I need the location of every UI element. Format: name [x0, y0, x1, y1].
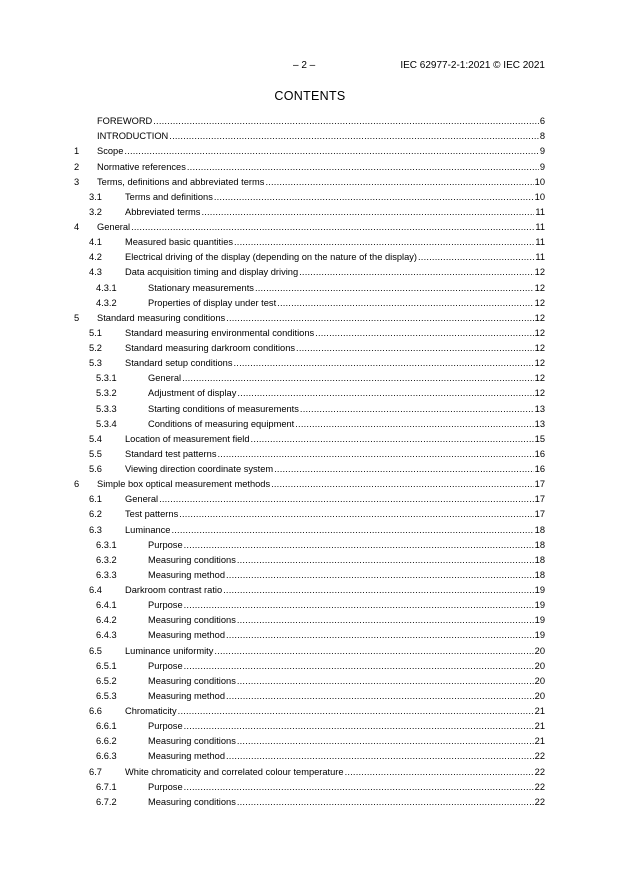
toc-leader-dots — [237, 797, 534, 808]
toc-entry-title: Starting conditions of measurements — [148, 403, 299, 414]
toc-entry-number: 6.6.1 — [96, 721, 117, 732]
toc-entry-number: 6.5.1 — [96, 660, 117, 671]
toc-entry-number: 5.1 — [89, 327, 102, 338]
toc-entry-page: 18 — [534, 569, 545, 580]
document-id: IEC 62977-2-1:2021 © IEC 2021 — [400, 60, 545, 71]
toc-entry[interactable] — [74, 717, 545, 732]
toc-entry-number: 6.6.2 — [96, 736, 117, 747]
toc-entry-number: 5.5 — [89, 448, 102, 459]
toc-entry-page: 10 — [534, 176, 545, 187]
toc-entry-number: 6.3 — [89, 524, 102, 535]
toc-entry[interactable] — [74, 490, 545, 505]
toc-entry-number: 5 — [74, 312, 80, 323]
toc-entry-page: 22 — [534, 751, 545, 762]
toc-entry[interactable] — [74, 127, 545, 142]
toc-leader-dots — [223, 585, 534, 596]
toc-entry-number: 6 — [74, 479, 80, 490]
toc-leader-dots — [299, 267, 534, 278]
toc-leader-dots — [418, 252, 534, 263]
toc-entry-page: 11 — [535, 222, 545, 232]
toc-entry-title: Measuring conditions — [148, 615, 236, 626]
toc-leader-dots — [226, 313, 533, 324]
toc-entry[interactable] — [74, 596, 545, 611]
toc-entry-number: 6.7.2 — [96, 796, 117, 807]
toc-entry-page: 18 — [534, 524, 545, 535]
toc-entry-title: Measuring conditions — [148, 736, 236, 747]
toc-entry-title: Measuring method — [148, 630, 225, 641]
toc-leader-dots — [184, 661, 534, 672]
toc-entry[interactable] — [74, 415, 545, 430]
toc-entry-title: Simple box optical measurement methods — [97, 479, 271, 490]
toc-entry-number: 3.2 — [89, 206, 102, 217]
toc-entry-title: Stationary measurements — [148, 282, 254, 293]
toc-leader-dots — [214, 192, 534, 203]
toc-leader-dots — [234, 358, 534, 369]
toc-leader-dots — [171, 525, 533, 536]
toc-leader-dots — [184, 721, 534, 732]
toc-entry-title: Chromaticity — [125, 706, 177, 716]
toc-leader-dots — [214, 646, 533, 657]
toc-entry[interactable] — [74, 475, 545, 490]
toc-entry-title: General — [148, 373, 182, 384]
toc-entry-number: 4.3.1 — [96, 282, 117, 293]
toc-entry-page: 21 — [534, 736, 545, 747]
toc-entry-title: Test patterns — [125, 509, 179, 520]
toc-entry[interactable] — [74, 173, 545, 188]
toc-entry-title: Measuring conditions — [148, 796, 236, 807]
toc-entry-page: 18 — [534, 539, 545, 550]
toc-entry-number: 6.3.3 — [96, 569, 117, 580]
toc-entry-number: 6.5 — [89, 645, 102, 656]
toc-entry-page: 19 — [534, 600, 545, 611]
toc-leader-dots — [237, 388, 533, 399]
toc-leader-dots — [296, 343, 534, 354]
toc-entry-number: 6.4.2 — [96, 615, 117, 626]
toc-entry[interactable] — [74, 732, 545, 747]
toc-entry-page: 19 — [534, 585, 545, 595]
toc-leader-dots — [255, 283, 534, 294]
toc-entry-number: 6.6 — [89, 706, 102, 716]
toc-entry-title: Measuring conditions — [148, 675, 236, 686]
toc-leader-dots — [201, 207, 534, 218]
toc-entry-title: Scope — [97, 146, 124, 157]
toc-leader-dots — [217, 449, 533, 460]
toc-entry[interactable] — [74, 626, 545, 641]
toc-leader-dots — [169, 131, 539, 142]
toc-entry-title: Purpose — [148, 721, 183, 732]
toc-leader-dots — [226, 570, 534, 581]
toc-entry-number: 6.5.3 — [96, 690, 117, 701]
toc-entry[interactable] — [74, 188, 545, 203]
toc-entry-title: General — [125, 494, 159, 505]
toc-leader-dots — [226, 751, 534, 762]
toc-entry[interactable] — [74, 142, 545, 157]
toc-entry-page: 10 — [534, 191, 545, 202]
toc-entry[interactable] — [74, 354, 545, 369]
toc-entry[interactable] — [74, 278, 545, 293]
toc-entry[interactable] — [74, 657, 545, 672]
toc-entry-title: Standard measuring darkroom conditions — [125, 343, 296, 353]
toc-entry[interactable] — [74, 566, 545, 581]
toc-entry-title: Terms and definitions — [125, 191, 213, 202]
toc-entry[interactable] — [74, 157, 545, 172]
toc-entry-number: 6.3.2 — [96, 554, 117, 565]
toc-entry-number: 6.3.1 — [96, 539, 117, 550]
toc-leader-dots — [131, 222, 534, 233]
toc-entry-title: Measuring conditions — [148, 554, 236, 565]
toc-entry-number: 4 — [74, 222, 80, 232]
toc-entry-title: Properties of display under test — [148, 297, 277, 308]
toc-entry-title: INTRODUCTION — [97, 131, 169, 142]
toc-entry-page: 20 — [534, 690, 545, 701]
toc-entry-page: 8 — [539, 131, 545, 142]
toc-entry[interactable] — [74, 641, 545, 656]
toc-entry[interactable] — [74, 520, 545, 535]
toc-entry[interactable] — [74, 339, 545, 354]
toc-entry[interactable] — [74, 294, 545, 309]
toc-entry[interactable] — [74, 218, 545, 233]
toc-leader-dots — [226, 630, 534, 641]
toc-entry-number: 5.3.1 — [96, 373, 117, 384]
toc-entry[interactable] — [74, 309, 545, 324]
toc-entry-page: 13 — [534, 418, 545, 429]
toc-entry-number: 6.7 — [89, 766, 102, 777]
toc-entry-page: 15 — [534, 433, 545, 444]
toc-leader-dots — [124, 146, 538, 157]
toc-entry-number: 3.1 — [89, 191, 102, 202]
toc-entry-page: 9 — [539, 146, 545, 157]
toc-entry[interactable] — [74, 248, 545, 263]
toc-entry[interactable] — [74, 430, 545, 445]
toc-entry-number: 5.2 — [89, 343, 102, 353]
toc-entry-number: 6.7.1 — [96, 781, 117, 792]
toc-entry-page: 22 — [534, 796, 545, 807]
toc-leader-dots — [345, 767, 534, 778]
toc-entry-page: 21 — [534, 706, 545, 716]
toc-entry[interactable] — [74, 778, 545, 793]
toc-entry-page: 12 — [534, 297, 545, 308]
toc-entry[interactable] — [74, 536, 545, 551]
toc-entry[interactable] — [74, 551, 545, 566]
toc-entry[interactable] — [74, 611, 545, 626]
toc-leader-dots — [300, 404, 534, 415]
toc-leader-dots — [237, 615, 534, 626]
toc-entry-page: 12 — [534, 388, 545, 399]
toc-entry[interactable] — [74, 581, 545, 596]
toc-entry-title: Viewing direction coordinate system — [125, 464, 274, 474]
toc-entry-number: 6.6.3 — [96, 751, 117, 762]
toc-entry-number: 6.1 — [89, 494, 102, 505]
toc-entry-title: White chromaticity and correlated colour temperature — [125, 766, 344, 777]
toc-entry-title: Purpose — [148, 600, 183, 611]
toc-entry-page: 12 — [534, 282, 545, 293]
toc-leader-dots — [159, 494, 534, 505]
toc-entry-page: 12 — [534, 327, 545, 338]
page-number: – 2 – — [293, 60, 316, 71]
toc-entry-title: Measured basic quantities — [125, 237, 234, 248]
toc-entry[interactable] — [74, 793, 545, 808]
toc-leader-dots — [277, 298, 533, 309]
toc-entry-page: 22 — [534, 781, 545, 792]
toc-entry-page: 16 — [534, 464, 545, 474]
toc-entry-title: Adjustment of display — [148, 388, 237, 399]
toc-entry-number: 5.3.4 — [96, 418, 117, 429]
toc-entry-page: 11 — [535, 237, 545, 248]
toc-entry-title: Standard test patterns — [125, 448, 217, 459]
toc-entry[interactable] — [74, 687, 545, 702]
toc-leader-dots — [315, 328, 534, 339]
toc-entry-page: 12 — [534, 373, 545, 384]
toc-entry-title: Abbreviated terms — [125, 206, 201, 217]
toc-leader-dots — [237, 555, 534, 566]
page-header — [0, 60, 620, 74]
toc-entry-page: 9 — [539, 161, 545, 172]
toc-leader-dots — [184, 600, 534, 611]
toc-entry-page: 21 — [534, 721, 545, 732]
toc-entry-page: 11 — [535, 252, 545, 263]
toc-entry-title: Purpose — [148, 539, 183, 550]
toc-leader-dots — [295, 419, 533, 430]
toc-entry-number: 5.3 — [89, 358, 102, 369]
toc-leader-dots — [265, 177, 533, 188]
toc-entry-number: 2 — [74, 161, 80, 172]
toc-entry-title: Conditions of measuring equipment — [148, 418, 295, 429]
toc-entry-number: 5.6 — [89, 464, 102, 474]
toc-entry-page: 22 — [534, 766, 545, 777]
toc-entry-title: Measuring method — [148, 569, 225, 580]
toc-entry-title: Standard setup conditions — [125, 358, 233, 369]
toc-entry-page: 17 — [534, 479, 545, 490]
toc-entry-page: 12 — [534, 358, 545, 369]
toc-entry[interactable] — [74, 203, 545, 218]
toc-entry-number: 1 — [74, 146, 80, 157]
toc-leader-dots — [251, 434, 534, 445]
toc-leader-dots — [237, 676, 534, 687]
toc-entry[interactable] — [74, 369, 545, 384]
toc-entry-page: 17 — [534, 494, 545, 505]
toc-entry[interactable] — [74, 460, 545, 475]
toc-entry-title: Luminance uniformity — [125, 645, 214, 656]
toc-entry-title: FOREWORD — [97, 116, 153, 127]
toc-leader-dots — [153, 116, 539, 127]
toc-entry-page: 12 — [534, 343, 545, 353]
toc-entry-number: 4.3 — [89, 267, 102, 278]
toc-entry-page: 20 — [534, 645, 545, 656]
toc-entry-page: 13 — [534, 403, 545, 414]
toc-entry-number: 6.4.3 — [96, 630, 117, 641]
toc-entry-title: Electrical driving of the display (depending on the nature of the display) — [125, 252, 417, 263]
toc-entry-number: 5.3.2 — [96, 388, 117, 399]
toc-entry-page: 20 — [534, 660, 545, 671]
toc-entry[interactable] — [74, 672, 545, 687]
toc-entry[interactable] — [74, 702, 545, 717]
contents-title: CONTENTS — [274, 89, 346, 103]
toc-entry-number: 4.1 — [89, 237, 102, 248]
toc-entry-number: 6.2 — [89, 509, 102, 520]
toc-entry-title: Luminance — [125, 524, 171, 535]
toc-entry-title: Data acquisition timing and display driving — [125, 267, 299, 278]
table-of-contents — [74, 112, 545, 808]
toc-entry-number: 3 — [74, 176, 80, 187]
toc-leader-dots — [271, 479, 534, 490]
toc-entry-title: Purpose — [148, 781, 183, 792]
toc-entry[interactable] — [74, 233, 545, 248]
toc-leader-dots — [179, 509, 533, 520]
toc-leader-dots — [237, 736, 534, 747]
toc-entry-title: Standard measuring conditions — [97, 312, 226, 323]
toc-entry-number: 4.3.2 — [96, 297, 117, 308]
toc-entry-title: Standard measuring environmental conditions — [125, 327, 315, 338]
toc-entry-number: 4.2 — [89, 252, 102, 263]
toc-entry-title: Terms, definitions and abbreviated terms — [97, 176, 265, 187]
toc-entry[interactable] — [74, 112, 545, 127]
toc-entry-number: 6.4 — [89, 585, 102, 595]
toc-entry-page: 16 — [534, 448, 545, 459]
toc-entry-title: Measuring method — [148, 690, 225, 701]
toc-entry-page: 6 — [539, 116, 545, 127]
toc-entry[interactable] — [74, 762, 545, 777]
toc-entry-page: 17 — [534, 509, 545, 520]
toc-entry[interactable] — [74, 384, 545, 399]
toc-entry[interactable] — [74, 505, 545, 520]
toc-entry-number: 6.4.1 — [96, 600, 117, 611]
toc-leader-dots — [182, 373, 534, 384]
toc-entry-title: Purpose — [148, 660, 183, 671]
toc-entry[interactable] — [74, 747, 545, 762]
toc-entry-number: 6.5.2 — [96, 675, 117, 686]
toc-entry-page: 11 — [535, 206, 545, 217]
toc-entry[interactable] — [74, 263, 545, 278]
toc-entry-title: Normative references — [97, 161, 186, 172]
toc-leader-dots — [184, 540, 534, 551]
toc-entry-page: 20 — [534, 675, 545, 686]
toc-entry-number: 5.4 — [89, 433, 102, 444]
toc-entry-title: Darkroom contrast ratio — [125, 585, 223, 595]
toc-leader-dots — [184, 782, 534, 793]
toc-entry-title: Location of measurement field — [125, 433, 250, 444]
toc-leader-dots — [226, 691, 534, 702]
toc-leader-dots — [234, 237, 534, 248]
toc-entry-page: 19 — [534, 615, 545, 626]
toc-entry-page: 12 — [534, 312, 545, 323]
toc-entry-number: 5.3.3 — [96, 403, 117, 414]
toc-entry[interactable] — [74, 399, 545, 414]
toc-entry[interactable] — [74, 445, 545, 460]
toc-entry-page: 19 — [534, 630, 545, 641]
toc-entry-page: 12 — [534, 267, 545, 278]
toc-leader-dots — [274, 464, 534, 475]
toc-entry-title: Measuring method — [148, 751, 225, 762]
toc-entry-page: 18 — [534, 554, 545, 565]
toc-leader-dots — [187, 162, 539, 173]
toc-entry[interactable] — [74, 324, 545, 339]
toc-leader-dots — [178, 706, 534, 717]
toc-entry-title: General — [97, 222, 131, 232]
